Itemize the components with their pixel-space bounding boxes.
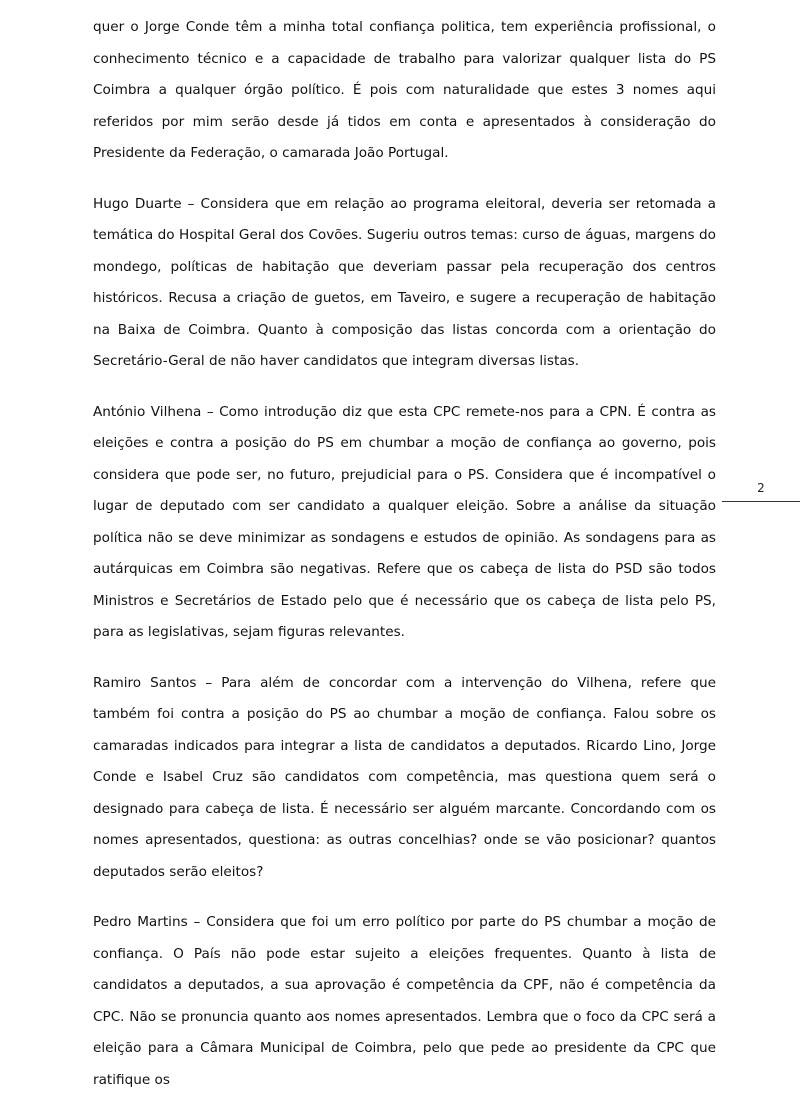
page-number: 2 (722, 479, 800, 502)
document-body (93, 12, 716, 1115)
paragraph-pedro-martins: Pedro Martins – Considera que foi um erro político por parte do PS chumbar a moção de confiança. O País não pode estar sujeito a eleições frequentes. Quanto à lista de candidatos a deputados, a sua aprovação é competência da CPF, não é competência da CPC. Não se pronuncia quanto aos nomes apresentados. Lembra que o foco da CPC será a eleição para a Câmara Municipal de Coimbra, pelo que pede ao presidente da CPC que ratifique os (93, 914, 716, 1088)
paragraph-antonio-vilhena: António Vilhena – Como introdução diz que esta CPC remete-nos para a CPN. É contra as eleições e contra a posição do PS em chumbar a moção de confiança ao governo, pois considera que pode ser, no futuro, prejudicial para o PS. Considera que é incompatível o lugar de deputado com ser candidato a qualquer eleição. Sobre a análise da situação política não se deve minimizar as sondagens e estudos de opinião. As sondagens para as autárquicas em Coimbra são negativas. Refere que os cabeça de lista do PSD são todos Ministros e Secretários de Estado pelo que é necessário que os cabeça de lista pelo PS, para as legislativas, sejam figuras relevantes. (93, 403, 716, 640)
paragraph-continuation: quer o Jorge Conde têm a minha total confiança politica, tem experiência profissional, o conhecimento técnico e a capacidade de trabalho para valorizar qualquer lista do PS Coimbra a qualquer órgão político. É pois com naturalidade que estes 3 nomes aqui referidos por mim serão desde já tidos em conta e apresentados à consideração do Presidente da Federação, o camarada João Portugal. (93, 19, 716, 161)
paragraph-hugo-duarte: Hugo Duarte – Considera que em relação ao programa eleitoral, deveria ser retomada a temática do Hospital Geral dos Covões. Sugeriu outros temas: curso de águas, margens do mondego, políticas de habitação que deveriam passar pela recuperação dos centros históricos. Recusa a criação de guetos, em Taveiro, e sugere a recuperação de habitação na Baixa de Coimbra. Quanto à composição das listas concorda com a orientação do Secretário-Geral de não haver candidatos que integram diversas listas. (93, 195, 716, 369)
paragraph-ramiro-santos: Ramiro Santos – Para além de concordar com a intervenção do Vilhena, refere que também foi contra a posição do PS ao chumbar a moção de confiança. Falou sobre os camaradas indicados para integrar a lista de candidatos a deputados. Ricardo Lino, Jorge Conde e Isabel Cruz são candidatos com competência, mas questiona quem será o designado para cabeça de lista. É necessário ser alguém marcante. Concordando com os nomes apresentados, questiona: as outras concelhias? onde se vão posicionar? quantos deputados serão eleitos? (93, 674, 716, 880)
